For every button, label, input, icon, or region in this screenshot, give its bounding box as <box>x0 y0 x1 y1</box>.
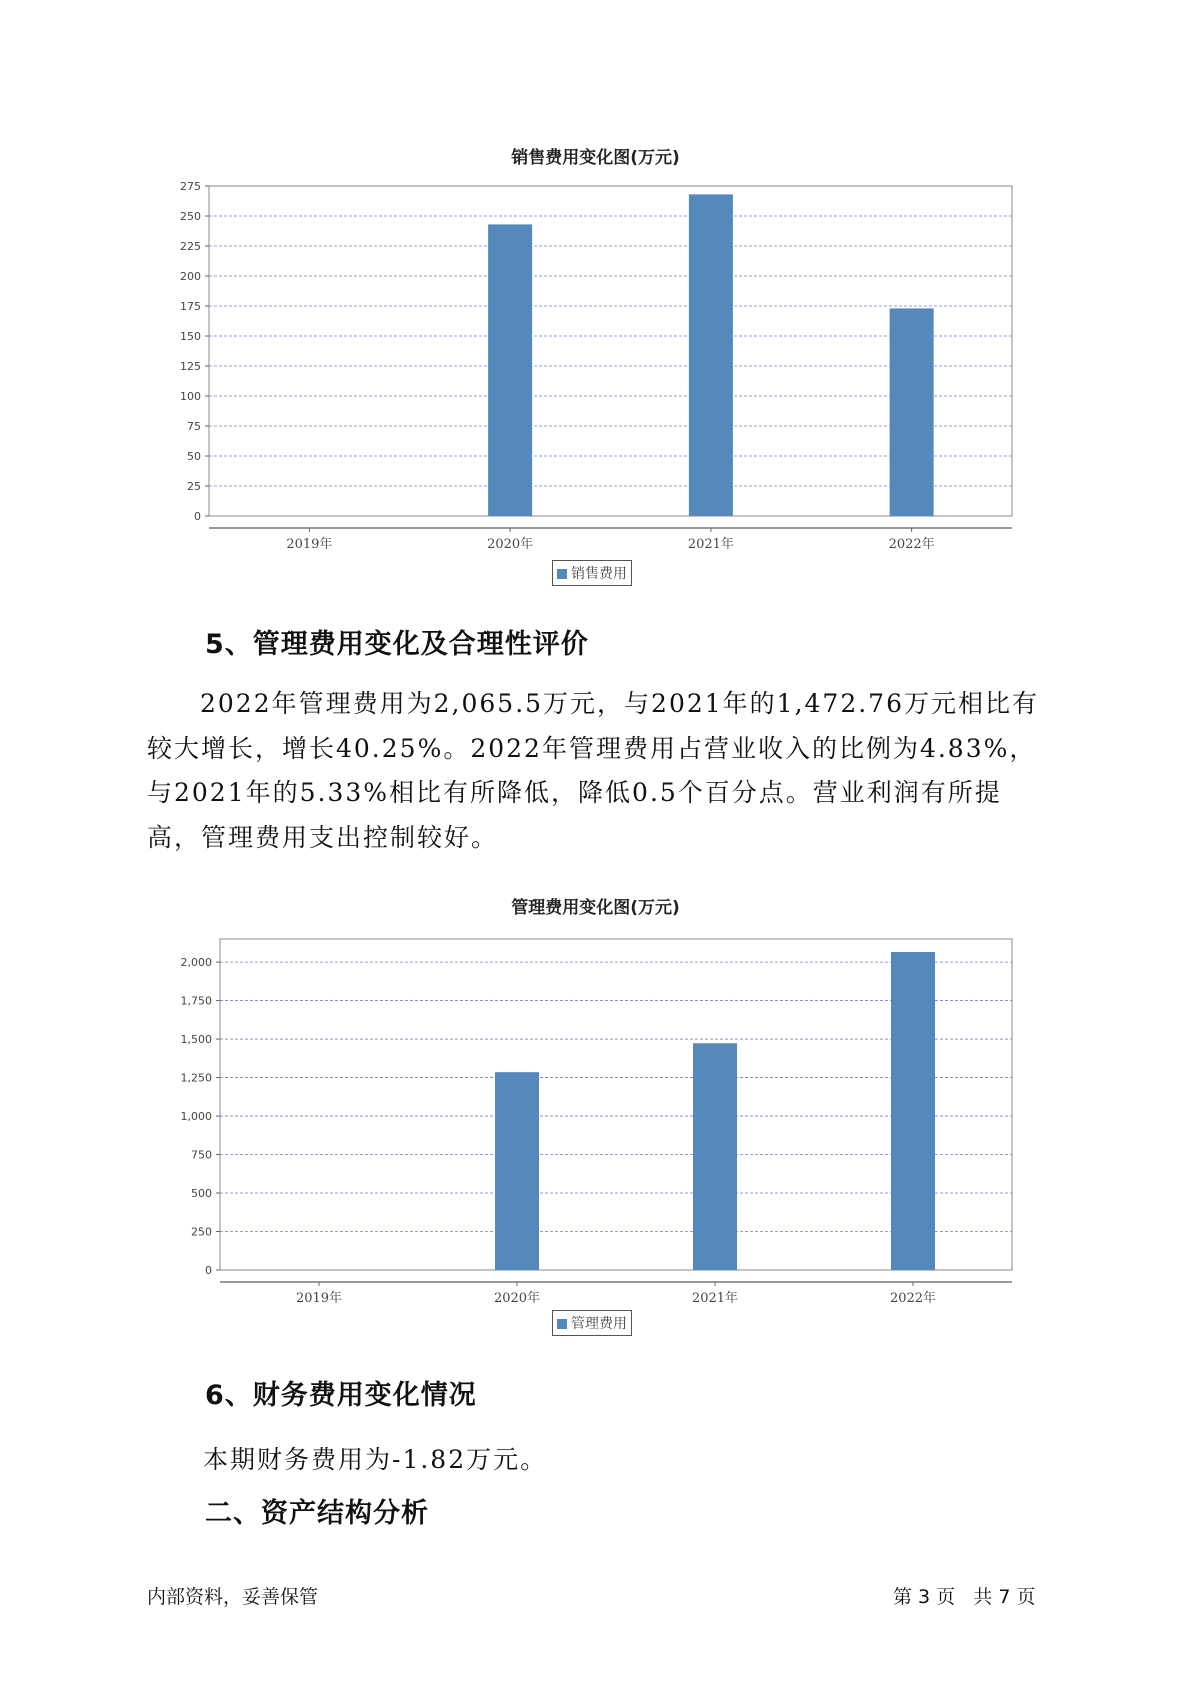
y-tick-label: 1,000 <box>180 1110 212 1124</box>
y-tick-label: 175 <box>180 300 201 313</box>
y-tick-label: 75 <box>187 420 201 433</box>
x-tick-label: 2020年 <box>493 1291 541 1306</box>
y-tick-label: 1,250 <box>180 1071 212 1085</box>
x-tick-label: 2021年 <box>687 537 734 552</box>
y-tick-label: 250 <box>191 1225 212 1239</box>
x-tick-label: 2021年 <box>691 1291 739 1306</box>
y-tick-label: 1,500 <box>180 1033 212 1047</box>
section-5-paragraph: 2022年管理费用为2,065.5万元，与2021年的1,472.76万元相比有较大增长，增长40.25%。2022年管理费用占营业收入的比例为4.83%，与2021年的5.33%相比有所降低，降低0.5个百分点。营业利润有所提高，管理费用支出控制较好。 <box>147 689 1039 852</box>
y-tick-label: 2,000 <box>180 956 212 970</box>
y-tick-label: 50 <box>187 450 201 463</box>
section-6-paragraph: 本期财务费用为-1.82万元。 <box>203 1445 548 1474</box>
y-tick-label: 275 <box>180 180 201 193</box>
y-tick-label: 1,750 <box>180 994 212 1008</box>
x-tick-label: 2022年 <box>889 1291 937 1306</box>
y-tick-label: 0 <box>194 510 201 523</box>
section-6-heading: 6、财务费用变化情况 <box>205 1380 477 1411</box>
legend-swatch <box>557 1319 567 1329</box>
footer-page-number: 第 3 页 共 7 页 <box>893 1586 1036 1608</box>
bar <box>693 1043 737 1270</box>
x-tick-label: 2019年 <box>295 1291 343 1306</box>
section-5-heading: 5、管理费用变化及合理性评价 <box>205 629 589 660</box>
y-tick-label: 250 <box>180 210 201 223</box>
y-tick-label: 150 <box>180 330 201 343</box>
footer-confidential-note: 内部资料，妥善保管 <box>147 1586 319 1608</box>
legend-label: 销售费用 <box>571 566 627 582</box>
section-assets-heading: 二、资产结构分析 <box>205 1498 429 1529</box>
y-tick-label: 225 <box>180 240 201 253</box>
bar <box>495 1072 539 1270</box>
y-tick-label: 25 <box>187 480 201 493</box>
x-tick-label: 2022年 <box>888 537 935 552</box>
x-tick-label: 2019年 <box>286 537 333 552</box>
bar <box>891 952 935 1270</box>
legend-label: 管理费用 <box>571 1316 627 1332</box>
admin-chart-legend <box>552 1310 632 1336</box>
sales-chart-title: 销售费用变化图(万元) <box>511 148 680 168</box>
y-tick-label: 0 <box>205 1264 212 1277</box>
y-tick-label: 100 <box>180 390 201 403</box>
y-tick-label: 750 <box>191 1148 212 1162</box>
y-tick-label: 200 <box>180 270 201 283</box>
admin-chart-title: 管理费用变化图(万元) <box>511 898 680 918</box>
y-tick-label: 500 <box>191 1187 212 1201</box>
x-tick-label: 2020年 <box>487 537 534 552</box>
y-tick-label: 125 <box>180 360 201 373</box>
